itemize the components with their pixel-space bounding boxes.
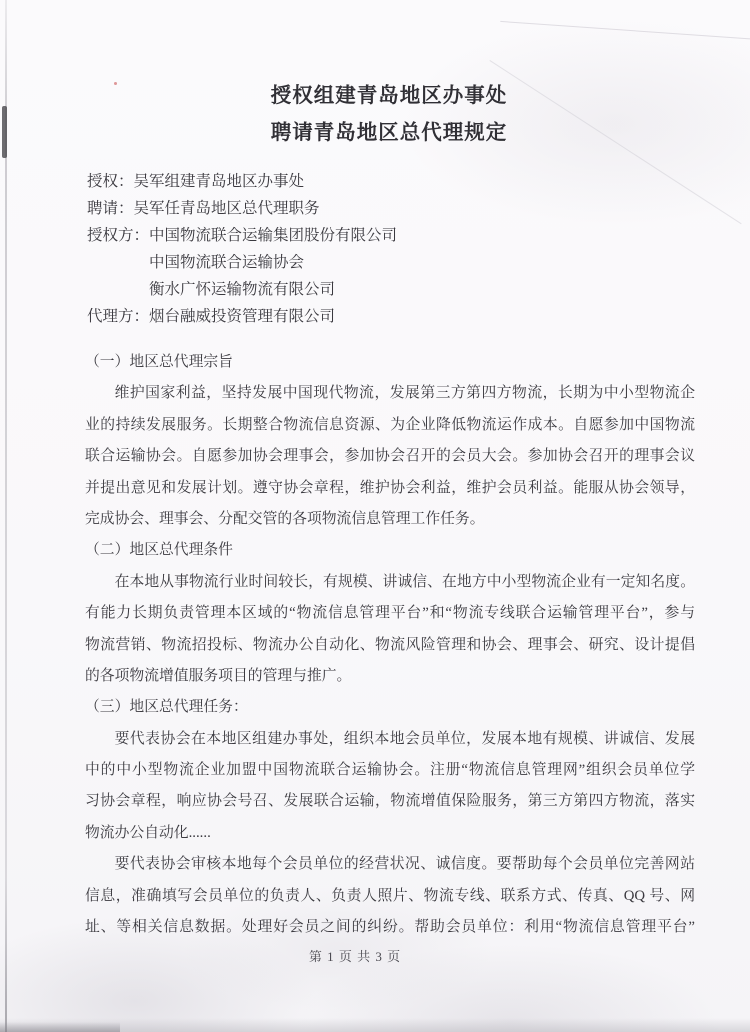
body-line: 中的中小型物流企业加盟中国物流联合运输协会。注册“物流信息管理网”组织会员单位学 [85,762,695,779]
body-line: 信息，准确填写会员单位的负责人、负责人照片、物流专线、联系方式、传真、QQ 号、网 [85,887,695,904]
meta-value: 中国物流联合运输协会 [149,254,305,271]
section-heading-3: （三）地区总代理任务： [85,699,248,716]
body-line: 要代表协会在本地区组建办事处，组织本地会员单位，发展本地有规模、讲诚信、发展 [114,730,695,747]
body-line: 并提出意见和发展计划。遵守协会章程，维护协会利益，维护会员利益。能服从协会领导， [85,479,695,496]
section-heading-2: （二）地区总代理条件 [85,542,233,559]
meta-value: 吴军任青岛地区总代理职务 [133,200,320,217]
meta-row-agent [87,303,690,330]
scan-edge-notch [2,106,7,158]
body-line: 维护国家利益，坚持发展中国现代物流，发展第三方第四方物流，长期为中小型物流企 [114,385,695,402]
section-heading-1: （一）地区总代理宗旨 [85,354,233,370]
body-line: 有能力长期负责管理本区域的“物流信息管理平台”和“物流专线联合运输管理平台”，参与 [85,605,695,622]
meta-row-authorizer-2 [87,249,690,276]
document-title-line2: 聘请青岛地区总代理规定 [270,122,508,144]
meta-row-authorizer-3 [87,276,690,303]
meta-row-appointment [87,195,690,222]
document-body [85,347,695,943]
meta-value: 烟台融威投资管理有限公司 [149,308,336,325]
document-title-line1: 授权组建青岛地区办事处 [270,85,508,107]
meta-row-authorization [87,168,690,195]
body-line: 物流营销、物流招投标、物流办公自动化、物流风险管理和协会、理事会、研究、设计提倡 [85,636,695,653]
scan-corner-shadow [0,1022,120,1032]
meta-value: 衡水广怀运输物流有限公司 [149,281,336,298]
body-line: 址、等相关信息数据。处理好会员之间的纠纷。帮助会员单位：利用“物流信息管理平台” [85,919,695,936]
meta-label: 代理方： [87,308,150,325]
meta-row-authorizer [87,222,690,249]
document-meta-block [87,168,690,330]
paper-crease [500,21,750,40]
body-line: 在本地从事物流行业时间较长，有规模、讲诚信、在地方中小型物流企业有一定知名度。 [114,573,695,590]
body-line: 物流办公自动化...... [85,824,211,841]
body-line: 完成协会、理事会、分配交管的各项物流信息管理工作任务。 [85,510,485,527]
page-number-footer: 第 1 页 共 3 页 [308,949,402,964]
body-line: 联合运输协会。自愿参加协会理事会，参加协会召开的会员大会。参加协会召开的理事会议 [85,448,695,465]
meta-value: 中国物流联合运输集团股份有限公司 [149,227,398,244]
body-line: 要代表协会审核本地每个会员单位的经营状况、诚信度。要帮助每个会员单位完善网站 [114,856,695,873]
document-title [14,78,750,152]
meta-label: 授权： [87,173,134,190]
body-line: 习协会章程，响应协会号召、发展联合运输，物流增值保险服务，第三方第四方物流，落实 [85,793,695,810]
body-line: 业的持续发展服务。长期整合物流信息资源、为企业降低物流运作成本。自愿参加中国物流 [85,416,695,433]
meta-label: 聘请： [87,200,134,217]
meta-value: 吴军组建青岛地区办事处 [133,173,305,190]
body-line: 的各项物流增值服务项目的管理与推广。 [85,667,352,684]
meta-label: 授权方： [87,227,150,244]
